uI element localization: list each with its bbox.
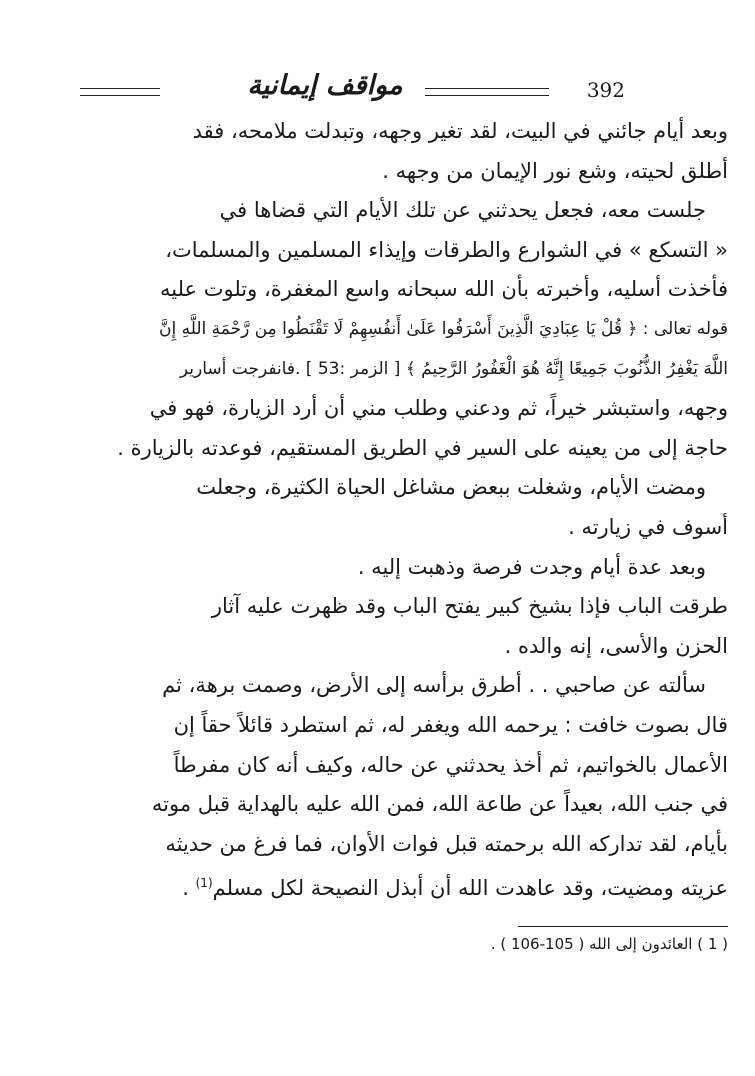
body-line: وجهه، واستبشر خيراً، ثم ودعني وطلب مني أن أرد الزيارة، فهو في [149,396,728,421]
body-line: « التسكع » في الشوارع والطرقات وإيذاء المسلمين والمسلمات، [165,237,728,262]
header-rule-left [80,88,160,96]
page-number: 392 [586,78,625,102]
body-line: أسوف في زيارته . [568,514,728,539]
footnote-rule [518,926,728,927]
body-line [78,864,728,909]
body-line: الأعمال بالخواتيم، ثم أخذ يحدثني عن حاله، وكيف أنه كان مفرطاً [173,752,728,777]
body-line: في جنب الله، بعيداً عن طاعة الله، فمن الله عليه بالهداية قبل موته [151,792,728,817]
body-line: فأخذت أسليه، وأخبرته بأن الله سبحانه واسع المغفرة، وتلوت عليه [159,277,728,302]
quran-verse-line: قوله تعالى : ﴿ قُلْ يَا عِبَادِيَ الَّذِينَ أَسْرَفُوا عَلَىٰ أَنفُسِهِمْ لَا تَقْنَطُوا مِن رَّحْمَةِ اللَّهِ إِنَّ [158,318,728,339]
body-line: طرقت الباب فإذا بشيخ كبير يفتح الباب وقد ظهرت عليه آثار [211,594,728,619]
body-line: قال بصوت خافت : يرحمه الله ويغفر له، ثم استطرد قائلاً حقاً إن [173,712,728,737]
footnote-marker: (1) [195,876,213,891]
body-line: سألته عن صاحبي . . أطرق برأسه إلى الأرض، وصمت برهة، ثم [162,673,706,698]
body-text [78,112,728,909]
body-line-text: عزيته ومضيت، وقد عاهدت الله أن أبذل النصيحة لكل مسلم [212,876,728,901]
body-line: حاجة إلى من يعينه على السير في الطريق المستقيم، فوعدته بالزيارة . [117,435,728,460]
body-line: أطلق لحيته، وشع نور الإيمان من وجهه . [382,158,728,183]
header-rule-right [425,88,549,96]
body-line: وبعد عدة أيام وجدت فرصة وذهبت إليه . [357,554,706,579]
footnote: ( 1 ) العائدون إلى الله ( 105-106 ) . [490,935,728,953]
body-line: الحزن والأسى، إنه والده . [504,633,728,658]
book-title: مواقف إيمانية [247,70,403,101]
body-line: بأيام، لقد تداركه الله برحمته قبل فوات الأوان، فما فرغ من حديثه [165,831,728,856]
quran-verse-line: اللَّهَ يَغْفِرُ الذُّنُوبَ جَمِيعًا إِنَّهُ هُوَ الْغَفُورُ الرَّحِيمُ ﴾ [ الزمر :53 ] .فانفرجت أسارير [179,358,728,379]
body-line: وبعد أيام جائني في البيت، لقد تغير وجهه، وتبدلت ملامحه، فقد [192,119,728,143]
body-line: جلست معه، فجعل يحدثني عن تلك الأيام التي قضاها في [219,198,706,223]
body-line: ومضت الأيام، وشغلت ببعض مشاغل الحياة الكثيرة، وجعلت [196,475,706,500]
body-line-end: . [182,876,189,901]
page-header [80,70,625,116]
